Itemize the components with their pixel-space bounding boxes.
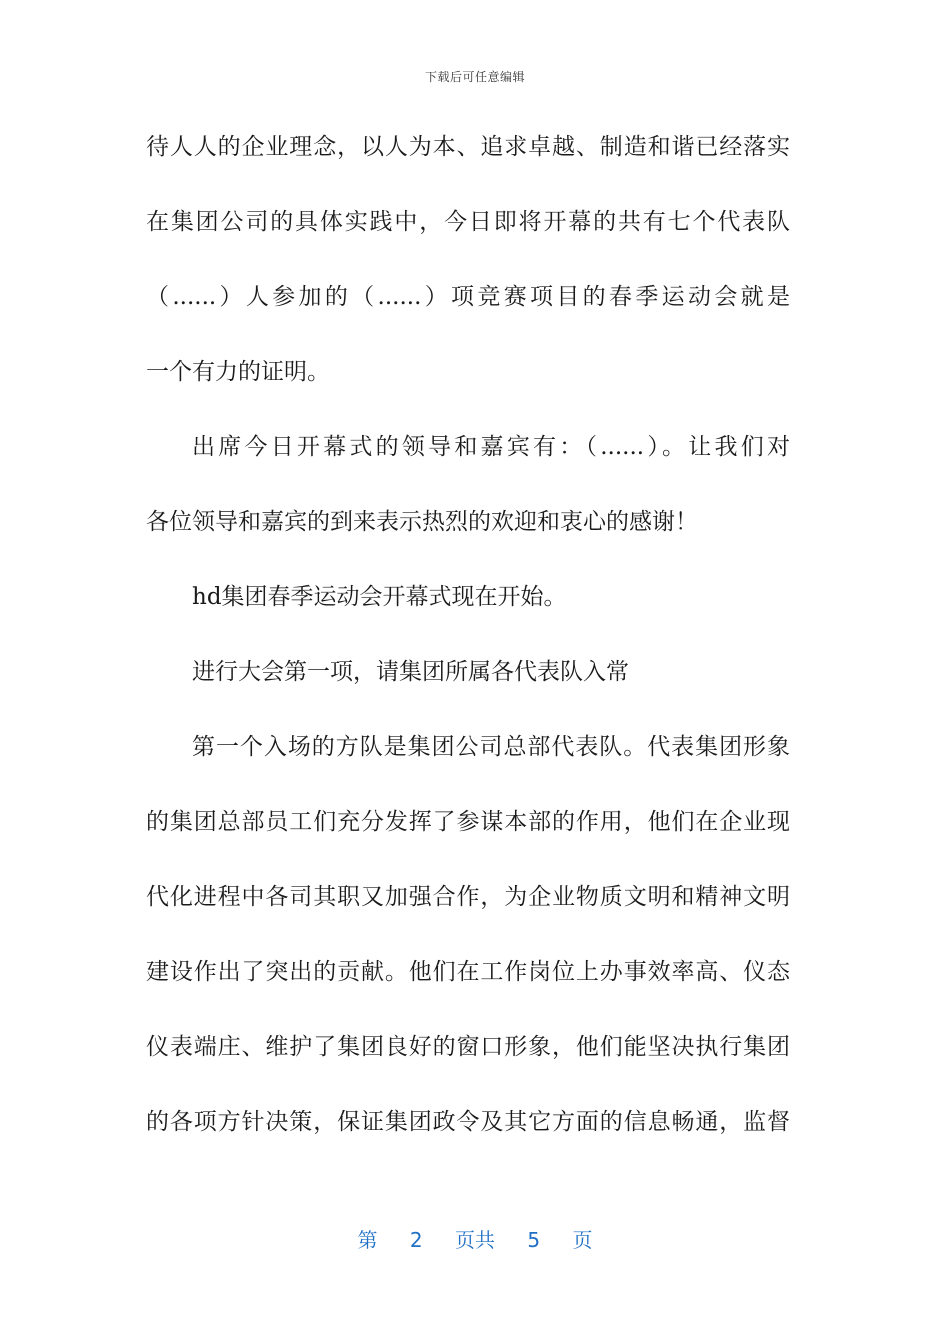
document-body bbox=[146, 120, 790, 1170]
body-line-11: 代化进程中各司其职又加强合作，为企业物质文明和精神文明 bbox=[146, 884, 790, 910]
body-line-13: 仪表端庄、维护了集团良好的窗口形象，他们能坚决执行集团 bbox=[146, 1034, 790, 1060]
footer-suffix: 页 bbox=[572, 1228, 593, 1252]
page-header: 下载后可任意编辑 bbox=[424, 70, 525, 84]
page-footer bbox=[0, 1224, 950, 1253]
footer-prefix: 第 bbox=[357, 1228, 378, 1252]
body-line-14: 的各项方针决策，保证集团政令及其它方面的信息畅通，监督 bbox=[146, 1109, 790, 1135]
body-line-7: hd集团春季运动会开幕式现在开始。 bbox=[192, 584, 567, 610]
body-line-12: 建设作出了突出的贡献。他们在工作岗位上办事效率高、仪态 bbox=[146, 959, 790, 985]
footer-middle: 页共 bbox=[455, 1228, 495, 1252]
footer-current-page: 2 bbox=[409, 1228, 423, 1252]
body-line-1: 待人人的企业理念，以人为本、追求卓越、制造和谐已经落实 bbox=[146, 134, 790, 160]
body-line-10: 的集团总部员工们充分发挥了参谋本部的作用，他们在企业现 bbox=[146, 809, 790, 835]
body-line-6: 各位领导和嘉宾的到来表示热烈的欢迎和衷心的感谢！ bbox=[146, 509, 698, 535]
body-line-9: 第一个入场的方队是集团公司总部代表队。代表集团形象 bbox=[192, 734, 790, 760]
body-line-4: 一个有力的证明。 bbox=[146, 359, 330, 385]
body-line-2: 在集团公司的具体实践中，今日即将开幕的共有七个代表队 bbox=[146, 209, 790, 235]
body-line-5: 出席今日开幕式的领导和嘉宾有：（......）。让我们对 bbox=[192, 434, 790, 460]
body-line-8: 进行大会第一项，请集团所属各代表队入常 bbox=[192, 659, 629, 685]
body-line-3: （......）人参加的（......）项竞赛项目的春季运动会就是 bbox=[146, 284, 790, 310]
footer-total-pages: 5 bbox=[527, 1228, 541, 1252]
